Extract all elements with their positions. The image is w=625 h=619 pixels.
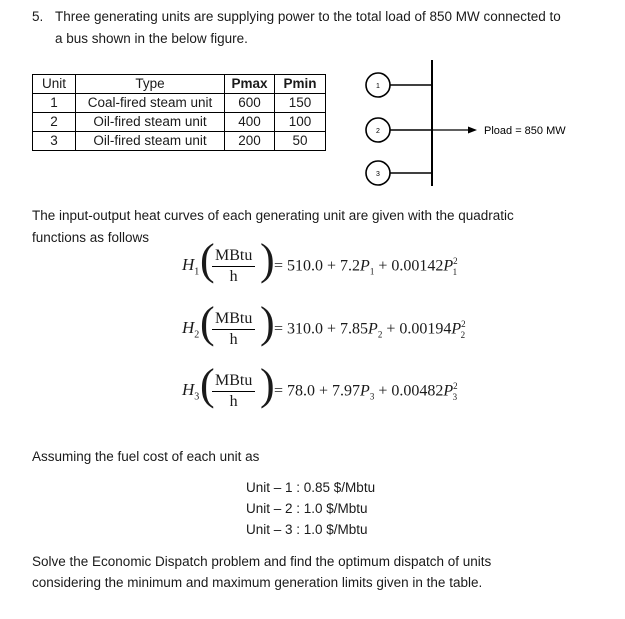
table-cell: Oil-fired steam unit xyxy=(76,113,225,132)
eq-p2-symbol: P xyxy=(451,320,462,338)
eq-h-subscript: 1 xyxy=(194,266,200,278)
heat-equation-3 xyxy=(182,360,482,414)
fuel-cost-unit-3: Unit – 3 : 1.0 $/Mbtu xyxy=(246,522,368,537)
heat-intro-line-2: functions as follows xyxy=(32,230,150,245)
eq-h-symbol: H xyxy=(182,255,195,274)
eq-p2-subscript: 1 xyxy=(452,266,458,277)
table-cell: Coal-fired steam unit xyxy=(76,94,225,113)
generator-2-label: 2 xyxy=(376,128,380,135)
eq-p2-superscript: 2 xyxy=(461,319,466,329)
load-arrow-icon xyxy=(468,127,477,134)
unit-fraction xyxy=(212,371,255,412)
generator-1-label: 1 xyxy=(376,83,380,90)
fraction-numerator: MBtu xyxy=(212,246,255,267)
right-paren: ) xyxy=(260,235,275,284)
table-header: Unit xyxy=(33,75,76,94)
closing-line-1: Solve the Economic Dispatch problem and find the optimum dispatch of units xyxy=(32,554,492,569)
table-header: Pmin xyxy=(275,75,326,94)
eq-constant-terms: = 310.0 + 7.85 xyxy=(274,320,369,338)
fraction-denominator: h xyxy=(229,268,238,285)
eq-constant-terms: = 78.0 + 7.97 xyxy=(274,382,361,400)
left-paren: ( xyxy=(200,360,215,409)
eq-p2-symbol: P xyxy=(443,382,454,400)
eq-h-subscript: 2 xyxy=(194,329,200,341)
table-cell: 600 xyxy=(225,94,275,113)
heat-equation-1 xyxy=(182,235,482,289)
table-cell: Oil-fired steam unit xyxy=(76,132,225,151)
eq-quadratic-coefficient: + 0.00194 xyxy=(382,320,452,338)
question-line-1: Three generating units are supplying power to the total load of 850 MW connected to xyxy=(55,9,561,24)
table-header: Type xyxy=(76,75,225,94)
right-paren: ) xyxy=(260,360,275,409)
bus-diagram xyxy=(355,56,595,192)
eq-p-subscript: 3 xyxy=(369,391,375,402)
eq-p-subscript: 1 xyxy=(369,266,375,277)
heat-intro-line-1: The input-output heat curves of each generating unit are given with the quadratic xyxy=(32,208,514,223)
eq-p-symbol: P xyxy=(360,382,370,400)
eq-quadratic-coefficient: + 0.00142 xyxy=(374,257,444,275)
table-cell: 100 xyxy=(275,113,326,132)
fuel-cost-unit-2: Unit – 2 : 1.0 $/Mbtu xyxy=(246,501,368,516)
eq-rhs xyxy=(274,381,457,402)
eq-p-subscript: 2 xyxy=(377,329,383,340)
table-cell: 400 xyxy=(225,113,275,132)
table-row xyxy=(33,113,326,132)
eq-h-symbol: H xyxy=(182,318,195,337)
table-row xyxy=(33,132,326,151)
table-row xyxy=(33,94,326,113)
fraction-denominator: h xyxy=(229,331,238,348)
fraction-numerator: MBtu xyxy=(212,371,255,392)
eq-rhs xyxy=(274,319,465,340)
heat-equation-2 xyxy=(182,298,482,352)
table-cell: 3 xyxy=(33,132,76,151)
eq-p2-superscript: 2 xyxy=(453,381,458,391)
table-cell: 1 xyxy=(33,94,76,113)
right-paren: ) xyxy=(260,298,275,347)
unit-fraction xyxy=(212,309,255,350)
fuel-intro: Assuming the fuel cost of each unit as xyxy=(32,449,260,464)
table-header-row xyxy=(33,75,326,94)
fraction-numerator: MBtu xyxy=(212,309,255,330)
table-header: Pmax xyxy=(225,75,275,94)
eq-p2-superscript: 2 xyxy=(453,256,458,266)
question-number: 5. xyxy=(32,9,44,24)
unit-fraction xyxy=(212,246,255,287)
eq-p2-subscript: 3 xyxy=(452,391,458,402)
left-paren: ( xyxy=(200,298,215,347)
load-label: Pload = 850 MW xyxy=(484,125,566,137)
closing-line-2: considering the minimum and maximum generation limits given in the table. xyxy=(32,575,483,590)
eq-h-subscript: 3 xyxy=(194,391,200,403)
generator-3-label: 3 xyxy=(376,171,380,178)
eq-rhs xyxy=(274,256,457,277)
eq-h-symbol: H xyxy=(182,380,195,399)
fraction-denominator: h xyxy=(229,393,238,410)
eq-p2-subscript: 2 xyxy=(460,329,466,340)
fuel-cost-unit-1: Unit – 1 : 0.85 $/Mbtu xyxy=(246,480,376,495)
eq-p2-symbol: P xyxy=(443,257,454,275)
table-cell: 2 xyxy=(33,113,76,132)
eq-p-symbol: P xyxy=(360,257,370,275)
eq-p-symbol: P xyxy=(368,320,378,338)
eq-quadratic-coefficient: + 0.00482 xyxy=(374,382,444,400)
question-line-2: a bus shown in the below figure. xyxy=(55,31,248,46)
eq-constant-terms: = 510.0 + 7.2 xyxy=(274,257,361,275)
unit-table xyxy=(32,74,326,151)
left-paren: ( xyxy=(200,235,215,284)
table-cell: 50 xyxy=(275,132,326,151)
table-cell: 200 xyxy=(225,132,275,151)
table-cell: 150 xyxy=(275,94,326,113)
